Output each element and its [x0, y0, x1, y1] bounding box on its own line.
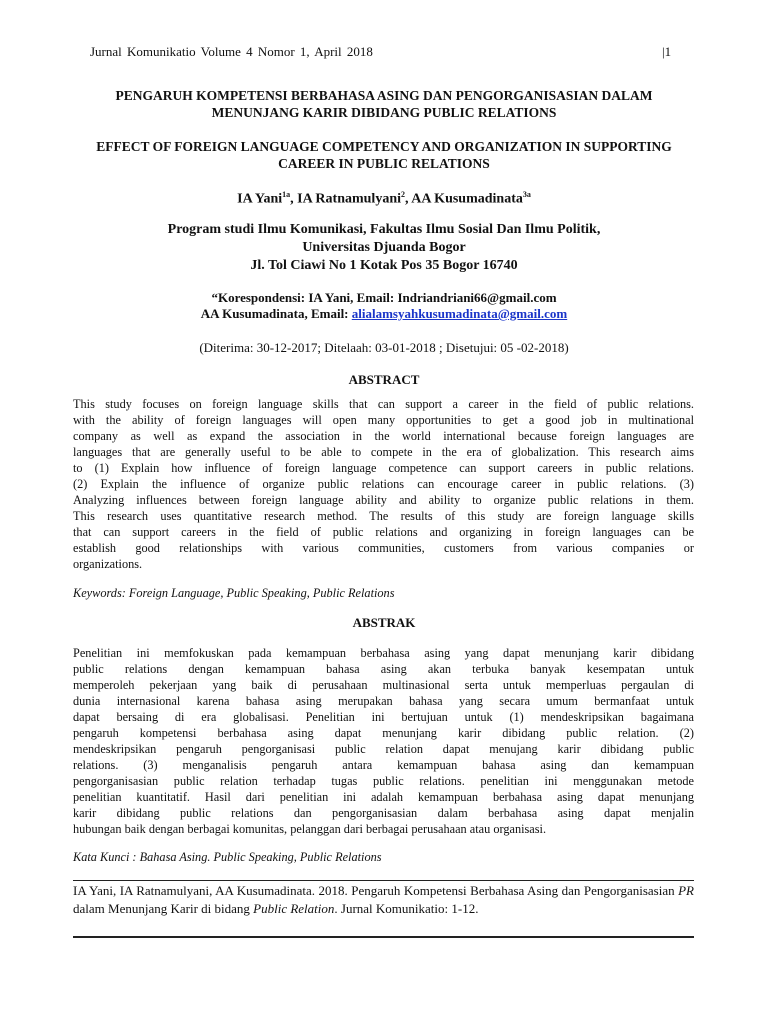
affiliation: [60, 221, 708, 275]
paragraph-line: organizations.: [73, 557, 143, 571]
paragraph-line: memperoleh pekerjaan yang baik di perusahaan multinasional serta untuk memperluas pergaulan di: [73, 678, 694, 692]
author: , AA Kusumadinata: [405, 191, 523, 207]
title-line: MENUNJANG KARIR DIBIDANG PUBLIC RELATIONS: [211, 105, 557, 120]
author: IA Yani: [237, 191, 283, 207]
paragraph-line: pengaruh kompetensi berbahasa asing dapat menunjang karir dibidang public relation. (2): [73, 726, 694, 740]
title-line: PENGARUH KOMPETENSI BERBAHASA ASING DAN PENGORGANISASIAN DALAM: [115, 88, 653, 103]
abstrak-heading: ABSTRAK: [352, 615, 416, 630]
affiliation-line: Program studi Ilmu Komunikasi, Fakultas Ilmu Sosial Dan Ilmu Politik,: [167, 222, 601, 237]
paragraph-line: public relations dengan kemampuan bahasa asing akan terbuka banyak kesempatan untuk: [73, 662, 694, 676]
keywords: Keywords: Foreign Language, Public Speaking, Public Relations: [73, 586, 395, 600]
title-line: EFFECT OF FOREIGN LANGUAGE COMPETENCY AND ORGANIZATION IN SUPPORTING: [96, 139, 672, 154]
abstract-heading: ABSTRACT: [348, 372, 420, 387]
submission-dates: (Diterima: 30-12-2017; Ditelaah: 03-01-2018 ; Disetujui: 05 -02-2018): [199, 340, 569, 355]
divider: [73, 880, 694, 881]
paragraph-line: company as well as expand the association in the world international because foreign languages are: [73, 429, 694, 443]
paragraph-line: This study focuses on foreign language skills that can support a career in the field of public relations.: [73, 397, 694, 411]
kata-kunci: Kata Kunci : Bahasa Asing. Public Speaking, Public Relations: [73, 850, 382, 864]
author-sup: 3a: [522, 190, 531, 199]
correspondence-label: AA Kusumadinata, Email:: [200, 306, 352, 321]
email-link[interactable]: alialamsyahkusumadinata@gmail.com: [351, 306, 568, 321]
paragraph-line: Penelitian ini memfokuskan pada kemampuan berbahasa asing yang dapat menunjang karir dibidang: [73, 646, 694, 660]
paragraph-line: languages that are generally useful to be able to compete in the era of globalization. This research aims: [73, 445, 694, 459]
divider: [73, 936, 694, 938]
paragraph-line: with the ability of foreign languages will open many opportunities to get a good job in multinational: [73, 413, 694, 427]
paragraph-line: that can support careers in the field of public relations and organizing in foreign languages can be: [73, 525, 694, 539]
citation-text: IA Yani, IA Ratnamulyani, AA Kusumadinata. 2018. Pengaruh Kompetensi Berbahasa Asing dan Pengorganisasian: [73, 883, 679, 898]
citation-italic: PR: [678, 883, 694, 898]
paragraph-line: penelitian kuantitatif. Hasil dari penelitian ini adalah kemampuan berbahasa asing dapat menunjang: [73, 790, 694, 804]
paragraph-line: Analyzing influences between foreign language ability and ability to organize public relations in them.: [73, 493, 694, 507]
title-indonesian: [60, 87, 708, 121]
authors: [60, 186, 708, 208]
abstrak-body: [73, 645, 694, 837]
citation-italic: Public Relation: [253, 900, 335, 916]
paragraph-line: (2) Explain the influence of organize public relations can encourage career in public relations. (3): [73, 477, 694, 491]
author-sup: 1a: [282, 190, 291, 199]
affiliation-line: Universitas Djuanda Bogor: [302, 240, 466, 255]
page-number: |1: [662, 44, 672, 59]
paragraph-line: pengorganisasian public relation terhadap tugas public relations. penelitian ini menggunakan metode: [73, 774, 694, 788]
title-english: [60, 138, 708, 172]
author-sup: 2: [401, 190, 405, 199]
correspondence-line: “Korespondensi: IA Yani, Email: Indriandriani66@gmail.com: [211, 290, 557, 305]
abstract-body: [73, 396, 694, 572]
paragraph-line: relations. (3) menganalisis pengaruh antara kemampuan bahasa asing dan kemampuan: [73, 758, 694, 772]
citation-text: dalam Menunjang Karir di bidang: [73, 900, 254, 916]
citation: [73, 882, 694, 917]
paragraph-line: to (1) Explain how influence of foreign language competence can support careers in public relations.: [73, 461, 694, 475]
author: , IA Ratnamulyani: [290, 191, 401, 207]
paragraph-line: mendeskripsikan pengaruh pengorganisasi public relation dapat menujang karir dibidang public: [73, 742, 694, 756]
title-line: CAREER IN PUBLIC RELATIONS: [278, 156, 490, 171]
paragraph-line: dunia internasional karena bahasa asing merupakan bahasa yang secara umum bermanfaat untuk: [73, 694, 694, 708]
journal-header: Jurnal Komunikatio Volume 4 Nomor 1, April 2018: [90, 44, 373, 59]
paragraph-line: dapat bersaing di era globalisasi. Penelitian ini bertujuan untuk (1) mendeskripsikan bagaimana: [73, 710, 694, 724]
paragraph-line: hubungan baik dengan berbagai komunitas, pelanggan dari berbagai perusahaan atau organisasi.: [73, 822, 547, 836]
paragraph-line: This research uses quantitative research method. The results of this study are foreign language skills: [73, 509, 694, 523]
paragraph-line: karir dibidang public relations dan pengorganisasian dalam berbahasa asing dapat menjalin: [73, 806, 694, 820]
paragraph-line: establish good relationships with various communities, customers from various companies or: [73, 541, 694, 555]
citation-text: . Jurnal Komunikatio: 1-12.: [334, 900, 479, 916]
affiliation-line: Jl. Tol Ciawi No 1 Kotak Pos 35 Bogor 16740: [250, 258, 518, 273]
correspondence: [60, 290, 708, 322]
